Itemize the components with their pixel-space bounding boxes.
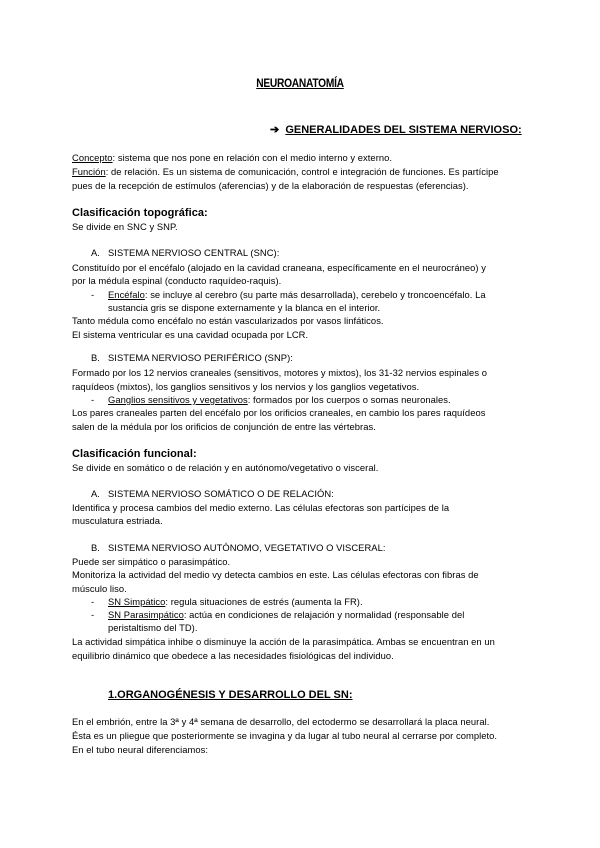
- concepto-line: [72, 152, 392, 164]
- list-marker: A.: [91, 247, 100, 258]
- paragraph-line: La actividad simpática inhibe o disminuye la acción de la parasimpática. Ambas se encuentran en un: [72, 636, 495, 647]
- text: : sistema que nos pone en relación con el medio interno y externo.: [112, 152, 393, 163]
- text: : formados por los cuerpos o somas neuronales.: [247, 394, 451, 405]
- paragraph-line: Se divide en somático o de relación y en autónomo/vegetativo o visceral.: [72, 462, 379, 473]
- paragraph-line: por la médula espinal (conducto raquídeo-raquis).: [72, 275, 282, 286]
- paragraph-line: salen de la médula por los orificios de conjunción de entre las vértebras.: [72, 421, 376, 432]
- heading-topografica: Clasificación topográfica:: [72, 207, 208, 219]
- paragraph-line: sustancia gris se dispone externamente y la blanca en el interior.: [108, 302, 381, 313]
- subheading-somatico: SISTEMA NERVIOSO SOMÁTICO O DE RELACIÓN:: [108, 488, 334, 499]
- section-heading-label: GENERALIDADES DEL SISTEMA NERVIOSO:: [285, 124, 522, 136]
- text: : actúa en condiciones de relajación y normalidad (responsable del: [183, 609, 465, 620]
- subheading-autonomo: SISTEMA NERVIOSO AUTÓNOMO, VEGETATIVO O VISCERAL:: [108, 542, 386, 553]
- subheading-snp: SISTEMA NERVIOSO PERIFÉRICO (SNP):: [108, 352, 293, 363]
- paragraph-line: pues de la recepción de estímulos (aferencias) y de la elaboración de respuestas (eferencias).: [72, 180, 469, 191]
- term: Concepto: [72, 152, 113, 163]
- paragraph-line: En el tubo neural diferenciamos:: [72, 744, 209, 755]
- text: : de relación. Es un sistema de comunicación, control e integración de funciones. Es partícipe: [105, 166, 499, 177]
- paragraph-line: Los pares craneales parten del encéfalo por los orificios craneales, en cambio los pares raquídeos: [72, 407, 486, 418]
- paragraph-line: El sistema ventricular es una cavidad ocupada por LCR.: [72, 329, 309, 340]
- arrow-icon: ➔: [270, 124, 280, 136]
- bullet-simpatico: [108, 596, 363, 608]
- bullet-marker: -: [91, 596, 95, 607]
- bullet-parasimpatico: [108, 609, 464, 621]
- paragraph-line: peristaltismo del TD).: [108, 622, 198, 633]
- bullet-marker: -: [91, 609, 95, 620]
- subheading-snc: SISTEMA NERVIOSO CENTRAL (SNC):: [108, 247, 280, 258]
- text: : se incluye al cerebro (su parte más desarrollada), cerebelo y troncoencéfalo. La: [144, 289, 486, 300]
- section-heading-generalidades: [270, 123, 522, 136]
- bullet-marker: -: [91, 394, 95, 405]
- paragraph-line: Monitoriza la actividad del medio vy detecta cambios en este. Las células efectoras con fibras de: [72, 569, 479, 580]
- paragraph-line: raquídeos (mixtos), los ganglios sensitivos y los nervios y los ganglios vegetativos.: [72, 381, 420, 392]
- paragraph-line: equilibrio dinámico que obedece a las necesidades fisiológicas del individuo.: [72, 650, 394, 661]
- paragraph-line: Se divide en SNC y SNP.: [72, 221, 178, 232]
- paragraph-line: En el embrión, entre la 3ª y 4ª semana de desarrollo, del ectodermo se desarrollará la placa neural.: [72, 716, 490, 727]
- term: Encéfalo: [108, 289, 145, 300]
- bullet-encefalo: [108, 289, 486, 301]
- text: : regula situaciones de estrés (aumenta la FR).: [165, 596, 363, 607]
- document-title: NEUROANATOMÍA: [256, 76, 344, 90]
- paragraph-line: Constituído por el encéfalo (alojado en la cavidad craneana, específicamente en el neurocráneo) y: [72, 262, 486, 273]
- term: Ganglios sensitivos y vegetativos: [108, 394, 248, 405]
- bullet-marker: -: [91, 289, 95, 300]
- paragraph-line: Tanto médula como encéfalo no están vascularizados por vasos linfáticos.: [72, 315, 384, 326]
- heading-funcional: Clasificación funcional:: [72, 448, 197, 460]
- section-heading-organogenesis: 1.ORGANOGÉNESIS Y DESARROLLO DEL SN:: [108, 689, 353, 701]
- term: SN Parasimpático: [108, 609, 184, 620]
- paragraph-line: Formado por los 12 nervios craneales (sensitivos, motores y mixtos), los 31-32 nervios espinales o: [72, 367, 487, 378]
- term: SN Simpático: [108, 596, 166, 607]
- bullet-ganglios: [108, 394, 451, 406]
- list-marker: B.: [91, 542, 100, 553]
- funcion-line: [72, 166, 499, 178]
- paragraph-line: músculo liso.: [72, 583, 127, 594]
- paragraph-line: Puede ser simpático o parasimpático.: [72, 556, 231, 567]
- paragraph-line: Identifica y procesa cambios del medio externo. Las células efectoras son partícipes de la: [72, 502, 450, 513]
- paragraph-line: musculatura estriada.: [72, 515, 163, 526]
- list-marker: A.: [91, 488, 100, 499]
- list-marker: B.: [91, 352, 100, 363]
- paragraph-line: Ésta es un pliegue que posteriormente se invagina y da lugar al tubo neural al cerrarse por completo.: [72, 730, 498, 741]
- term: Función: [72, 166, 106, 177]
